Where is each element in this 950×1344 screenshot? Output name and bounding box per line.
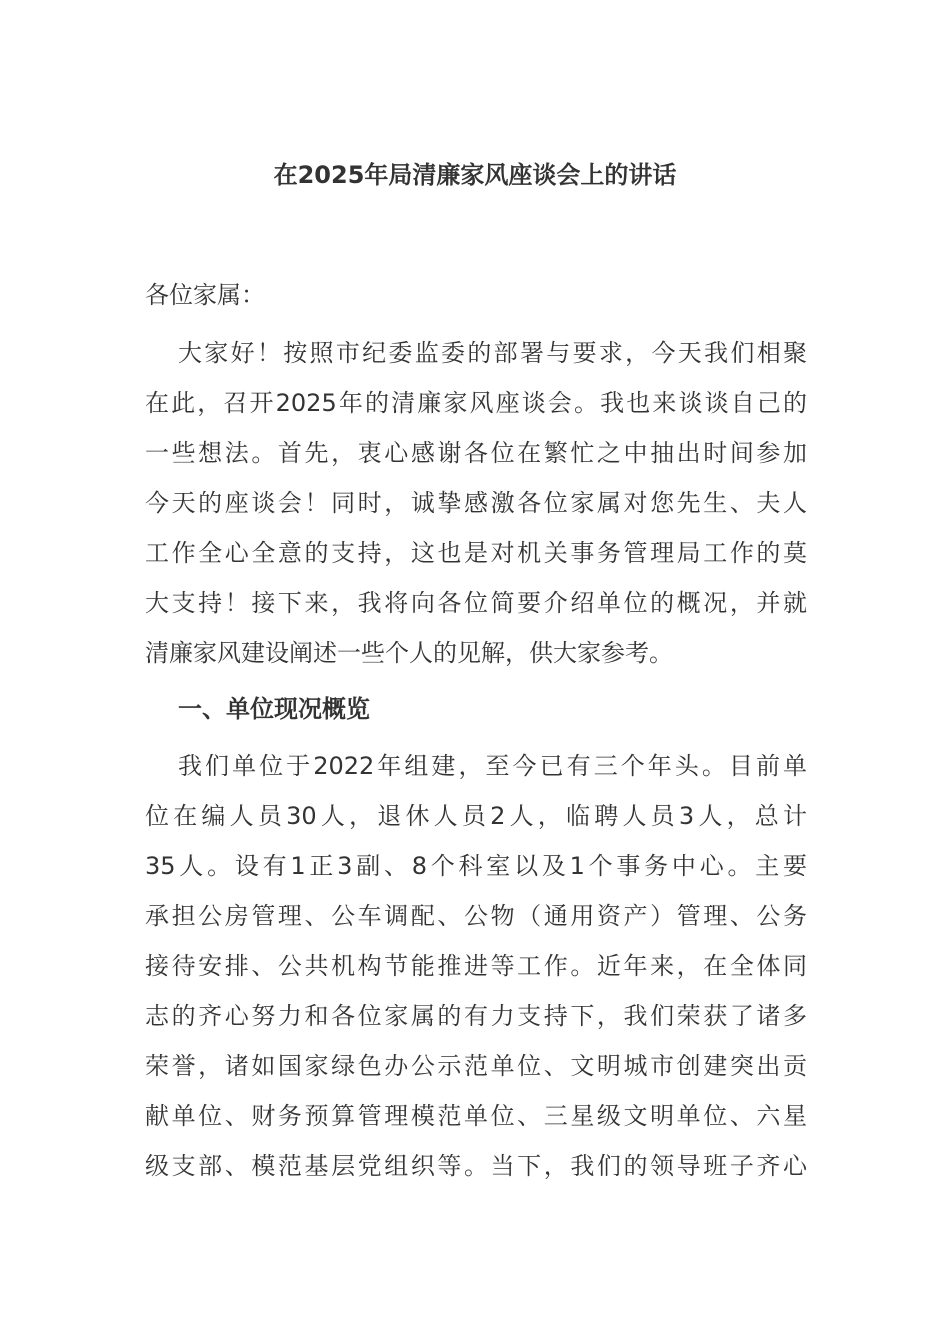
paragraph-line: 清廉家风建设阐述一些个人的见解，供大家参考。 (145, 639, 673, 667)
paragraph-line: 荣誉，诸如国家绿色办公示范单位、文明城市创建突出贡 (145, 1052, 807, 1080)
paragraph-line: 工作全心全意的支持，这也是对机关事务管理局工作的莫 (145, 539, 807, 567)
paragraph-line: 35人。设有1正3副、8个科室以及1个事务中心。主要 (145, 852, 807, 880)
paragraph-overview (145, 741, 807, 1191)
paragraph-line: 级支部、模范基层党组织等。当下，我们的领导班子齐心 (145, 1152, 807, 1180)
paragraph-line: 接待安排、公共机构节能推进等工作。近年来，在全体同 (145, 952, 807, 980)
paragraph-line: 献单位、财务预算管理模范单位、三星级文明单位、六星 (145, 1102, 807, 1130)
paragraph-line: 今天的座谈会！同时，诚挚感激各位家属对您先生、夫人 (145, 489, 807, 517)
document-title: 在2025年局清廉家风座谈会上的讲话 (273, 161, 677, 189)
paragraph-line: 在此，召开2025年的清廉家风座谈会。我也来谈谈自己的 (145, 389, 807, 417)
paragraph-line: 承担公房管理、公车调配、公物（通用资产）管理、公务 (145, 902, 807, 930)
paragraph-line: 大家好！按照市纪委监委的部署与要求，今天我们相聚 (178, 339, 807, 367)
paragraph-intro (145, 328, 807, 678)
section-heading: 一、单位现况概览 (178, 695, 370, 723)
paragraph-line: 大支持！接下来，我将向各位简要介绍单位的概况，并就 (145, 589, 807, 617)
paragraph-line: 位在编人员30人，退休人员2人，临聘人员3人，总计 (145, 802, 807, 830)
paragraph-line: 一些想法。首先，衷心感谢各位在繁忙之中抽出时间参加 (145, 439, 807, 467)
paragraph-line: 我们单位于2022年组建，至今已有三个年头。目前单 (178, 752, 807, 780)
salutation: 各位家属： (145, 281, 265, 309)
paragraph-line: 志的齐心努力和各位家属的有力支持下，我们荣获了诸多 (145, 1002, 807, 1030)
